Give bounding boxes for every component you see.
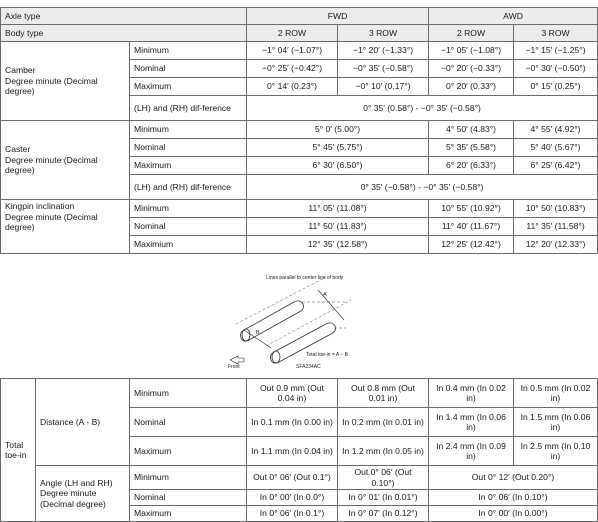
caster-diff-value: 0° 35′ (−0.58°) - −0° 35′ (−0.58°) bbox=[247, 175, 598, 200]
cell: 11° 50′ (11.83°) bbox=[247, 218, 429, 236]
front-arrow-icon bbox=[230, 356, 244, 364]
angle-max-label: Maximum bbox=[130, 506, 247, 522]
kingpin-max-label: Maximium bbox=[130, 236, 247, 254]
caster-title: Caster bbox=[5, 144, 31, 155]
awd-3row-header: 3 ROW bbox=[514, 25, 598, 42]
cell: Out 0° 12′ (Out 0.20°) bbox=[429, 466, 598, 490]
caster-min-row bbox=[1, 121, 598, 139]
body-type-row bbox=[1, 25, 598, 42]
cell: In 0° 00′ (In 0.0°) bbox=[247, 490, 338, 506]
camber-diff-label: (LH) and (RH) dif-ference bbox=[130, 96, 247, 121]
body-type-label: Body type bbox=[1, 25, 247, 42]
cell: 11° 35′ (11.58°) bbox=[514, 218, 598, 236]
caster-nom-label: Nominal bbox=[130, 139, 247, 157]
angle-label: Angle (LH and RH) Degree minute (Decimal degree) bbox=[36, 466, 130, 522]
alignment-spec-table bbox=[0, 7, 598, 254]
cell: 5° 45′ (5.75°) bbox=[247, 139, 429, 157]
cell: In 1.1 mm (In 0.04 in) bbox=[247, 437, 338, 466]
cell: −0° 10′ (0.17°) bbox=[338, 78, 429, 96]
cell: −1° 20′ (−1.33°) bbox=[338, 42, 429, 60]
cell: 5° 0′ (5.00°) bbox=[247, 121, 429, 139]
diagram-callout: Lines parallel to center line of body bbox=[266, 275, 344, 281]
distance-min-row bbox=[1, 379, 598, 408]
camber-min-label: Minimum bbox=[130, 42, 247, 60]
cell: −0° 25′ (−0.42°) bbox=[247, 60, 338, 78]
cell: In 0° 07′ (In 0.12°) bbox=[338, 506, 429, 522]
cell: In 1.2 mm (In 0.05 in) bbox=[338, 437, 429, 466]
angle-min-row bbox=[1, 466, 598, 490]
left-wheel-end bbox=[242, 329, 250, 341]
cell: In 2.5 mm (In 0.10 in) bbox=[514, 437, 598, 466]
camber-diff-value: 0° 35′ (0.58°) - −0° 35′ (−0.58°) bbox=[247, 96, 598, 121]
cell: −1° 05′ (−1.08°) bbox=[429, 42, 514, 60]
distance-label: Distance (A - B) bbox=[36, 379, 130, 466]
cell: 6° 25′ (6.42°) bbox=[514, 157, 598, 175]
cell: 4° 50′ (4.83°) bbox=[429, 121, 514, 139]
cell: 4° 55′ (4.92°) bbox=[514, 121, 598, 139]
cell: In 0° 00′ (In 0.00°) bbox=[429, 506, 598, 522]
parallel-lines bbox=[236, 277, 351, 346]
kingpin-nom-label: Nominal bbox=[130, 218, 247, 236]
cell: 5° 40′ (5.67°) bbox=[514, 139, 598, 157]
camber-title: Camber bbox=[5, 65, 36, 76]
cell: Out 0° 06′ (Out 0.10°) bbox=[338, 466, 429, 490]
right-wheel-end bbox=[272, 351, 280, 363]
cell: In 0° 06′ (In 0.1°) bbox=[247, 506, 338, 522]
distance-nom-label: Nominal bbox=[130, 408, 247, 437]
total-toe-formula: Total toe-in = A − B bbox=[306, 352, 348, 358]
cell: −0° 20′ (−0.33°) bbox=[429, 60, 514, 78]
cell: −0° 30′ (−0.50°) bbox=[514, 60, 598, 78]
cell: 12° 20′ (12.33°) bbox=[514, 236, 598, 254]
cell: 0° 14′ (0.23°) bbox=[247, 78, 338, 96]
camber-label bbox=[1, 42, 130, 121]
cell: 10° 55′ (10.92°) bbox=[429, 200, 514, 218]
cell: Out 0.8 mm (Out 0.01 in) bbox=[338, 379, 429, 408]
cell: In 0.2 mm (In 0.01 in) bbox=[338, 408, 429, 437]
kingpin-unit: Degree minute (Decimal degree) bbox=[5, 211, 98, 232]
cell: In 0° 06′ (In 0.10°) bbox=[429, 490, 598, 506]
cell: −1° 04′ (−1.07°) bbox=[247, 42, 338, 60]
cell: Out 0° 06′ (Out 0.1°) bbox=[247, 466, 338, 490]
cell: In 1.4 mm (In 0.06 in) bbox=[429, 408, 514, 437]
label-b: B bbox=[256, 330, 260, 336]
distance-max-label: Maximum bbox=[130, 437, 247, 466]
figure-code: SFA234AC bbox=[296, 364, 321, 370]
cell: 6° 30′ (6.50°) bbox=[247, 157, 429, 175]
cell: In 1.5 mm (In 0.06 in) bbox=[514, 408, 598, 437]
cell: Out 0.9 mm (Out 0.04 in) bbox=[247, 379, 338, 408]
cell: 12° 35′ (12.58°) bbox=[247, 236, 429, 254]
label-a: A bbox=[323, 292, 327, 298]
caster-label bbox=[1, 121, 130, 200]
cell: In 2.4 mm (In 0.09 in) bbox=[429, 437, 514, 466]
cell: In 0.5 mm (In 0.02 in) bbox=[514, 379, 598, 408]
camber-min-row bbox=[1, 42, 598, 60]
cell: 10° 50′ (10.83°) bbox=[514, 200, 598, 218]
angle-nom-label: Nominal bbox=[130, 490, 247, 506]
cell: 0° 20′ (0.33°) bbox=[429, 78, 514, 96]
caster-max-label: Maximum bbox=[130, 157, 247, 175]
caster-min-label: Minimum bbox=[130, 121, 247, 139]
cell: In 0.1 mm (In 0.00 in) bbox=[247, 408, 338, 437]
fwd-header: FWD bbox=[247, 8, 429, 25]
kingpin-title: Kingpin inclination bbox=[5, 201, 75, 211]
caster-diff-label: (LH) and (RH) dif-ference bbox=[130, 175, 247, 200]
cell: −0° 35′ (−0.58°) bbox=[338, 60, 429, 78]
cell: In 0.4 mm (In 0.02 in) bbox=[429, 379, 514, 408]
fwd-2row-header: 2 ROW bbox=[247, 25, 338, 42]
kingpin-min-label: Minimum bbox=[130, 200, 247, 218]
cell: 0° 15′ (0.25°) bbox=[514, 78, 598, 96]
toe-in-spec-table bbox=[0, 378, 598, 522]
dimension-lines bbox=[244, 290, 344, 348]
awd-2row-header: 2 ROW bbox=[429, 25, 514, 42]
axle-type-label: Axle type bbox=[1, 8, 247, 25]
cell: −1° 15′ (−1.25°) bbox=[514, 42, 598, 60]
distance-min-label: Minimum bbox=[130, 379, 247, 408]
cell: 12° 25′ (12.42°) bbox=[429, 236, 514, 254]
camber-nom-label: Nominal bbox=[130, 60, 247, 78]
angle-min-label: Minimum bbox=[130, 466, 247, 490]
axle-type-row bbox=[1, 8, 598, 25]
front-label: Front bbox=[228, 364, 240, 370]
cell: 11° 05′ (11.08°) bbox=[247, 200, 429, 218]
camber-max-label: Maximum bbox=[130, 78, 247, 96]
cell: 11° 40′ (11.67°) bbox=[429, 218, 514, 236]
cell: In 0° 01′ (In 0.01°) bbox=[338, 490, 429, 506]
camber-unit: Degree minute (Decimal degree) bbox=[5, 75, 98, 97]
caster-unit: Degree minute (Decimal degree) bbox=[5, 154, 98, 176]
cell: 5° 35′ (5.58°) bbox=[429, 139, 514, 157]
cell: 6° 20′ (6.33°) bbox=[429, 157, 514, 175]
total-toein-label: Total toe-in bbox=[1, 379, 36, 522]
fwd-3row-header: 3 ROW bbox=[338, 25, 429, 42]
awd-header: AWD bbox=[429, 8, 598, 25]
kingpin-label bbox=[1, 200, 130, 254]
toe-in-diagram bbox=[226, 272, 376, 372]
kingpin-min-row bbox=[1, 200, 598, 218]
